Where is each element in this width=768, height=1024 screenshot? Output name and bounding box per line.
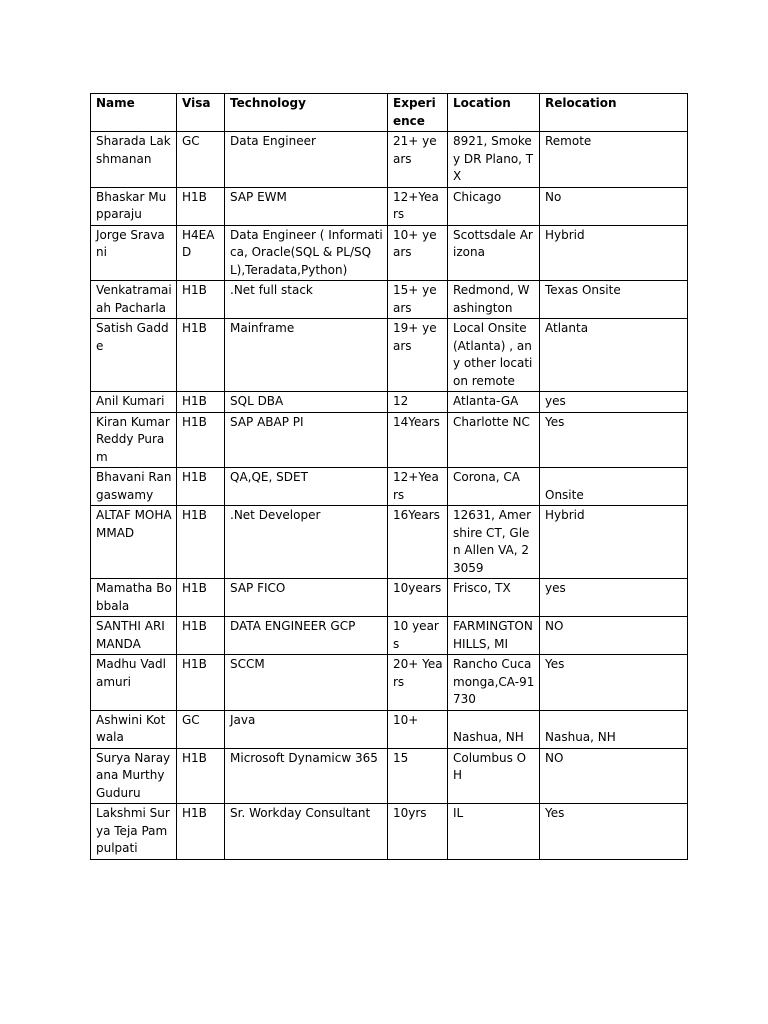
visa-cell: H1B	[177, 468, 225, 506]
name-cell: Venkatramaiah Pacharla	[91, 281, 177, 319]
table-row	[91, 655, 688, 711]
header-experience: Experience	[388, 94, 448, 132]
header-visa: Visa	[177, 94, 225, 132]
name-cell: Bhavani Rangaswamy	[91, 468, 177, 506]
technology-cell: .Net Developer	[225, 506, 388, 579]
experience-cell: 21+ years	[388, 132, 448, 188]
visa-cell: H1B	[177, 187, 225, 225]
relocation-cell: Onsite	[540, 468, 688, 506]
relocation-cell: yes	[540, 392, 688, 413]
experience-cell: 10 years	[388, 617, 448, 655]
technology-cell: QA,QE, SDET	[225, 468, 388, 506]
visa-cell: H1B	[177, 392, 225, 413]
visa-cell: GC	[177, 132, 225, 188]
relocation-cell: Hybrid	[540, 225, 688, 281]
visa-cell: GC	[177, 710, 225, 748]
table-row	[91, 804, 688, 860]
experience-cell: 12+Years	[388, 187, 448, 225]
table-row	[91, 412, 688, 468]
table-row	[91, 710, 688, 748]
experience-cell: 10+ years	[388, 225, 448, 281]
name-cell: Anil Kumari	[91, 392, 177, 413]
relocation-cell: Hybrid	[540, 506, 688, 579]
location-cell: Atlanta-GA	[448, 392, 540, 413]
relocation-cell: Yes	[540, 655, 688, 711]
header-location: Location	[448, 94, 540, 132]
visa-cell: H1B	[177, 579, 225, 617]
relocation-cell: Texas Onsite	[540, 281, 688, 319]
experience-cell: 16Years	[388, 506, 448, 579]
relocation-cell: Yes	[540, 804, 688, 860]
technology-cell: SQL DBA	[225, 392, 388, 413]
technology-cell: Mainframe	[225, 319, 388, 392]
name-cell: Bhaskar Mupparaju	[91, 187, 177, 225]
visa-cell: H1B	[177, 281, 225, 319]
visa-cell: H1B	[177, 412, 225, 468]
technology-cell: Microsoft Dynamicw 365	[225, 748, 388, 804]
location-cell: Charlotte NC	[448, 412, 540, 468]
technology-cell: Sr. Workday Consultant	[225, 804, 388, 860]
technology-cell: Data Engineer ( Informatica, Oracle(SQL & PL/SQL),Teradata,Python)	[225, 225, 388, 281]
name-cell: Mamatha Bobbala	[91, 579, 177, 617]
technology-cell: Data Engineer	[225, 132, 388, 188]
name-cell: Jorge Sravani	[91, 225, 177, 281]
header-row	[91, 94, 688, 132]
table-row	[91, 225, 688, 281]
location-cell: Frisco, TX	[448, 579, 540, 617]
technology-cell: .Net full stack	[225, 281, 388, 319]
experience-cell: 15	[388, 748, 448, 804]
visa-cell: H4EAD	[177, 225, 225, 281]
technology-cell: SAP FICO	[225, 579, 388, 617]
relocation-cell: No	[540, 187, 688, 225]
name-cell: Surya Narayana Murthy Guduru	[91, 748, 177, 804]
experience-cell: 14Years	[388, 412, 448, 468]
visa-cell: H1B	[177, 506, 225, 579]
table-row	[91, 392, 688, 413]
relocation-cell: Atlanta	[540, 319, 688, 392]
visa-cell: H1B	[177, 655, 225, 711]
technology-cell: DATA ENGINEER GCP	[225, 617, 388, 655]
table-row	[91, 748, 688, 804]
table-row	[91, 468, 688, 506]
table-row	[91, 617, 688, 655]
location-cell: Redmond, Washington	[448, 281, 540, 319]
location-cell: Local Onsite(Atlanta) , any other location remote	[448, 319, 540, 392]
relocation-cell: Remote	[540, 132, 688, 188]
relocation-cell: NO	[540, 617, 688, 655]
location-cell: 12631, Amershire CT, Glen Allen VA, 23059	[448, 506, 540, 579]
name-cell: Ashwini Kotwala	[91, 710, 177, 748]
name-cell: Madhu Vadlamuri	[91, 655, 177, 711]
table-row	[91, 281, 688, 319]
table-row	[91, 132, 688, 188]
name-cell: Kiran Kumar Reddy Puram	[91, 412, 177, 468]
relocation-cell: Yes	[540, 412, 688, 468]
header-relocation: Relocation	[540, 94, 688, 132]
name-cell: Sharada Lakshmanan	[91, 132, 177, 188]
technology-cell: SCCM	[225, 655, 388, 711]
location-cell: 8921, Smokey DR Plano, TX	[448, 132, 540, 188]
location-cell: Chicago	[448, 187, 540, 225]
visa-cell: H1B	[177, 748, 225, 804]
location-cell: Columbus OH	[448, 748, 540, 804]
relocation-cell: NO	[540, 748, 688, 804]
name-cell: Lakshmi Surya Teja Pampulpati	[91, 804, 177, 860]
table-row	[91, 187, 688, 225]
experience-cell: 15+ years	[388, 281, 448, 319]
relocation-cell: Nashua, NH	[540, 710, 688, 748]
technology-cell: Java	[225, 710, 388, 748]
visa-cell: H1B	[177, 804, 225, 860]
experience-cell: 10yrs	[388, 804, 448, 860]
location-cell: Corona, CA	[448, 468, 540, 506]
visa-cell: H1B	[177, 319, 225, 392]
experience-cell: 10+	[388, 710, 448, 748]
header-technology: Technology	[225, 94, 388, 132]
experience-cell: 20+ Years	[388, 655, 448, 711]
location-cell: Nashua, NH	[448, 710, 540, 748]
name-cell: ALTAF MOHAMMAD	[91, 506, 177, 579]
experience-cell: 12	[388, 392, 448, 413]
experience-cell: 19+ years	[388, 319, 448, 392]
location-cell: Rancho Cucamonga,CA-91730	[448, 655, 540, 711]
name-cell: SANTHI ARIMANDA	[91, 617, 177, 655]
location-cell: IL	[448, 804, 540, 860]
header-name: Name	[91, 94, 177, 132]
candidates-table	[90, 93, 688, 860]
experience-cell: 10years	[388, 579, 448, 617]
visa-cell: H1B	[177, 617, 225, 655]
technology-cell: SAP EWM	[225, 187, 388, 225]
table-row	[91, 579, 688, 617]
technology-cell: SAP ABAP PI	[225, 412, 388, 468]
table-row	[91, 506, 688, 579]
experience-cell: 12+Years	[388, 468, 448, 506]
table-row	[91, 319, 688, 392]
relocation-cell: yes	[540, 579, 688, 617]
location-cell: FARMINGTON HILLS, MI	[448, 617, 540, 655]
name-cell: Satish Gadde	[91, 319, 177, 392]
location-cell: Scottsdale Arizona	[448, 225, 540, 281]
